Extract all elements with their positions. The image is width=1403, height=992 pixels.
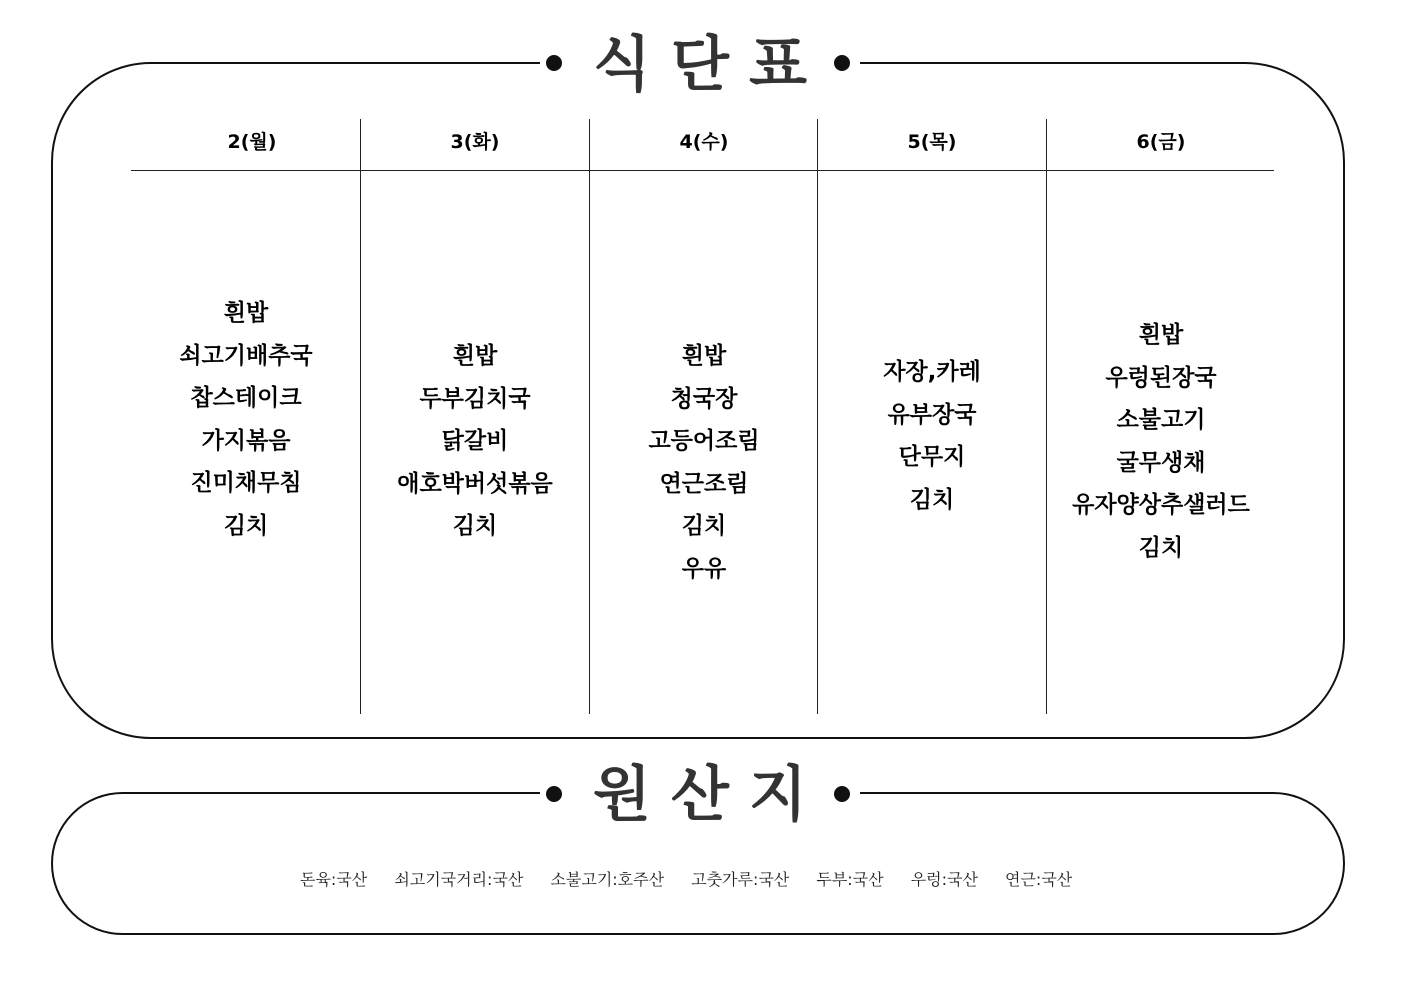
menu-item: 진미채무침 [190,470,302,496]
menu-item: 김치 [681,513,727,539]
day-header-thu: 5(목) [907,131,957,153]
menu-item: 고등어조림 [648,428,760,454]
menu-item: 김치 [223,512,269,539]
day-menu-thu [818,351,1046,521]
menu-item: 애호박버섯볶음 [397,470,553,497]
day-menu-mon [132,292,360,547]
menu-item: 찹스테이크 [190,385,302,411]
title-right-dot [834,55,850,71]
menu-item: 유부장국 [887,401,977,428]
day-header-tue: 3(화) [450,131,500,153]
menu-item: 김치 [1138,534,1184,561]
menu-item: 자장,카레 [883,359,981,385]
menu-item: 단무지 [898,444,966,470]
title-left-dot [546,55,562,71]
menu-item: 소불고기 [1116,407,1206,433]
menu-item: 가지볶음 [201,427,291,454]
menu-item: 유자양상추샐러드 [1072,492,1250,518]
menu-item: 흰밥 [1138,322,1184,348]
menu-title: 식단표 [593,30,827,100]
origin-list [300,867,1100,890]
day-menu-wed [590,335,818,590]
day-menu-tue [361,335,589,548]
menu-item: 우렁된장국 [1105,364,1217,391]
origin-title-band [540,760,860,830]
menu-item: 흰밥 [681,343,727,369]
day-header-fri: 6(금) [1136,131,1186,153]
menu-item: 두부김치국 [419,385,531,412]
header-divider [131,170,1274,171]
origin-right-dot [834,786,850,802]
menu-item: 흰밥 [223,300,269,326]
origin-title: 원산지 [593,760,827,830]
menu-item: 우유 [681,555,727,582]
day-menu-fri [1047,314,1275,569]
menu-title-band [540,30,860,100]
origin-item: 쇠고기국거리:국산 [394,870,524,889]
menu-item: 청국장 [670,385,738,412]
menu-item: 닭갈비 [441,428,509,454]
origin-item: 고춧가루:국산 [691,870,790,889]
menu-item: 쇠고기배추국 [179,342,313,369]
origin-left-dot [546,786,562,802]
origin-item: 연근:국산 [1005,870,1073,889]
menu-item: 김치 [909,486,955,513]
origin-item: 소불고기:호주산 [550,870,665,889]
menu-item: 연근조림 [659,470,749,497]
day-header-mon: 2(월) [227,131,277,153]
origin-item: 우렁:국산 [910,870,978,889]
menu-item: 흰밥 [452,343,498,369]
menu-item: 굴무생채 [1116,449,1206,476]
origin-item: 두부:국산 [816,870,884,889]
day-header-wed: 4(수) [679,131,729,153]
menu-item: 김치 [452,513,498,539]
origin-item: 돈육:국산 [300,870,368,889]
